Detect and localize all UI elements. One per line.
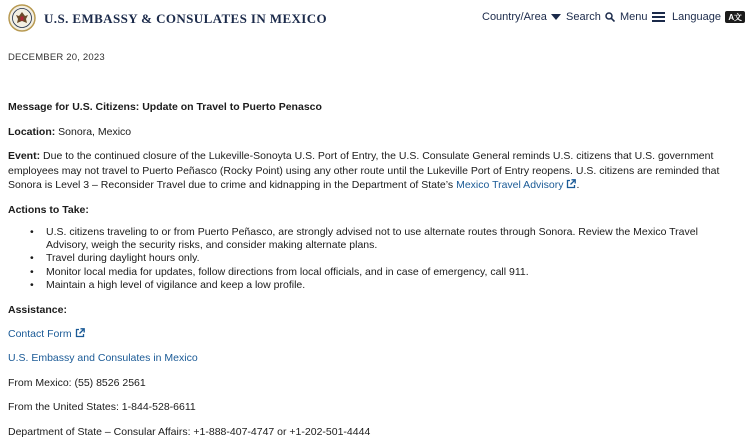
travel-advisory-link-label: Mexico Travel Advisory: [456, 179, 564, 191]
contact-form-link[interactable]: [8, 328, 85, 340]
actions-list: [26, 226, 742, 292]
mexico-travel-advisory-link[interactable]: [456, 179, 576, 191]
search-label: Search: [566, 11, 601, 23]
event-text: Due to the continued closure of the Lukeville-Sonoyta U.S. Port of Entry, the U.S. Consulate General reminds U.S. citizens that U.S. government employees may not travel to Puerto Peñasco (Rocky Point) using any other route until the Lukeville Port of Entry reopens. U.S. citizens are reminded that Sonora is Level 3 – Reconsider Travel due to crime and kidnapping in the Department of State’s: [8, 150, 720, 191]
event-paragraph: [8, 149, 742, 193]
external-link-icon: [566, 179, 576, 189]
location-label: Location:: [8, 126, 56, 138]
hamburger-menu-icon: [652, 12, 665, 22]
list-item: • Travel during daylight hours only.: [26, 252, 742, 265]
search-button[interactable]: [566, 11, 615, 23]
assistance-heading: Assistance:: [8, 304, 67, 316]
list-item: • Monitor local media for updates, follow directions from local officials, and in case of emergency, call 911.: [26, 266, 742, 279]
phone-consular-affairs: Department of State – Consular Affairs: +1-888-407-4747 or +1-202-501-4444: [8, 426, 371, 438]
actions-heading: Actions to Take:: [8, 204, 89, 216]
site-title[interactable]: U.S. EMBASSY & CONSULATES IN MEXICO: [44, 11, 328, 26]
phone-from-us: From the United States: 1-844-528-6611: [8, 401, 196, 413]
location-value: Sonora, Mexico: [58, 126, 132, 138]
list-item: • Maintain a high level of vigilance and keep a low profile.: [26, 279, 742, 292]
embassy-seal-icon[interactable]: [8, 4, 36, 32]
menu-label: Menu: [620, 11, 648, 23]
search-icon: [605, 12, 615, 22]
event-label: Event:: [8, 150, 41, 162]
location-line: [8, 125, 131, 139]
country-area-label: Country/Area: [482, 11, 547, 23]
contact-form-line: [8, 327, 85, 341]
language-label: Language: [672, 11, 721, 23]
country-area-dropdown[interactable]: [482, 11, 561, 23]
event-tail: .: [576, 179, 580, 191]
article-headline: Message for U.S. Citizens: Update on Travel to Puerto Penasco: [8, 101, 322, 113]
menu-button[interactable]: [620, 11, 665, 23]
article-date: DECEMBER 20, 2023: [8, 52, 105, 63]
contact-form-label: Contact Form: [8, 328, 72, 340]
phone-from-mexico: From Mexico: (55) 8526 2561: [8, 377, 146, 389]
external-link-icon: [75, 328, 85, 338]
embassy-link[interactable]: U.S. Embassy and Consulates in Mexico: [8, 352, 198, 364]
language-icon: A文: [725, 11, 745, 23]
chevron-down-icon: [551, 14, 561, 21]
site-header: [0, 0, 750, 38]
embassy-line: [8, 351, 198, 365]
language-button[interactable]: [672, 11, 745, 23]
list-item: • U.S. citizens traveling to or from Puerto Peñasco, are strongly advised not to use alternate routes through Sonora. Review the Mexico Travel Advisory, weigh the security risks, and consider making alternate plans.: [26, 226, 742, 252]
